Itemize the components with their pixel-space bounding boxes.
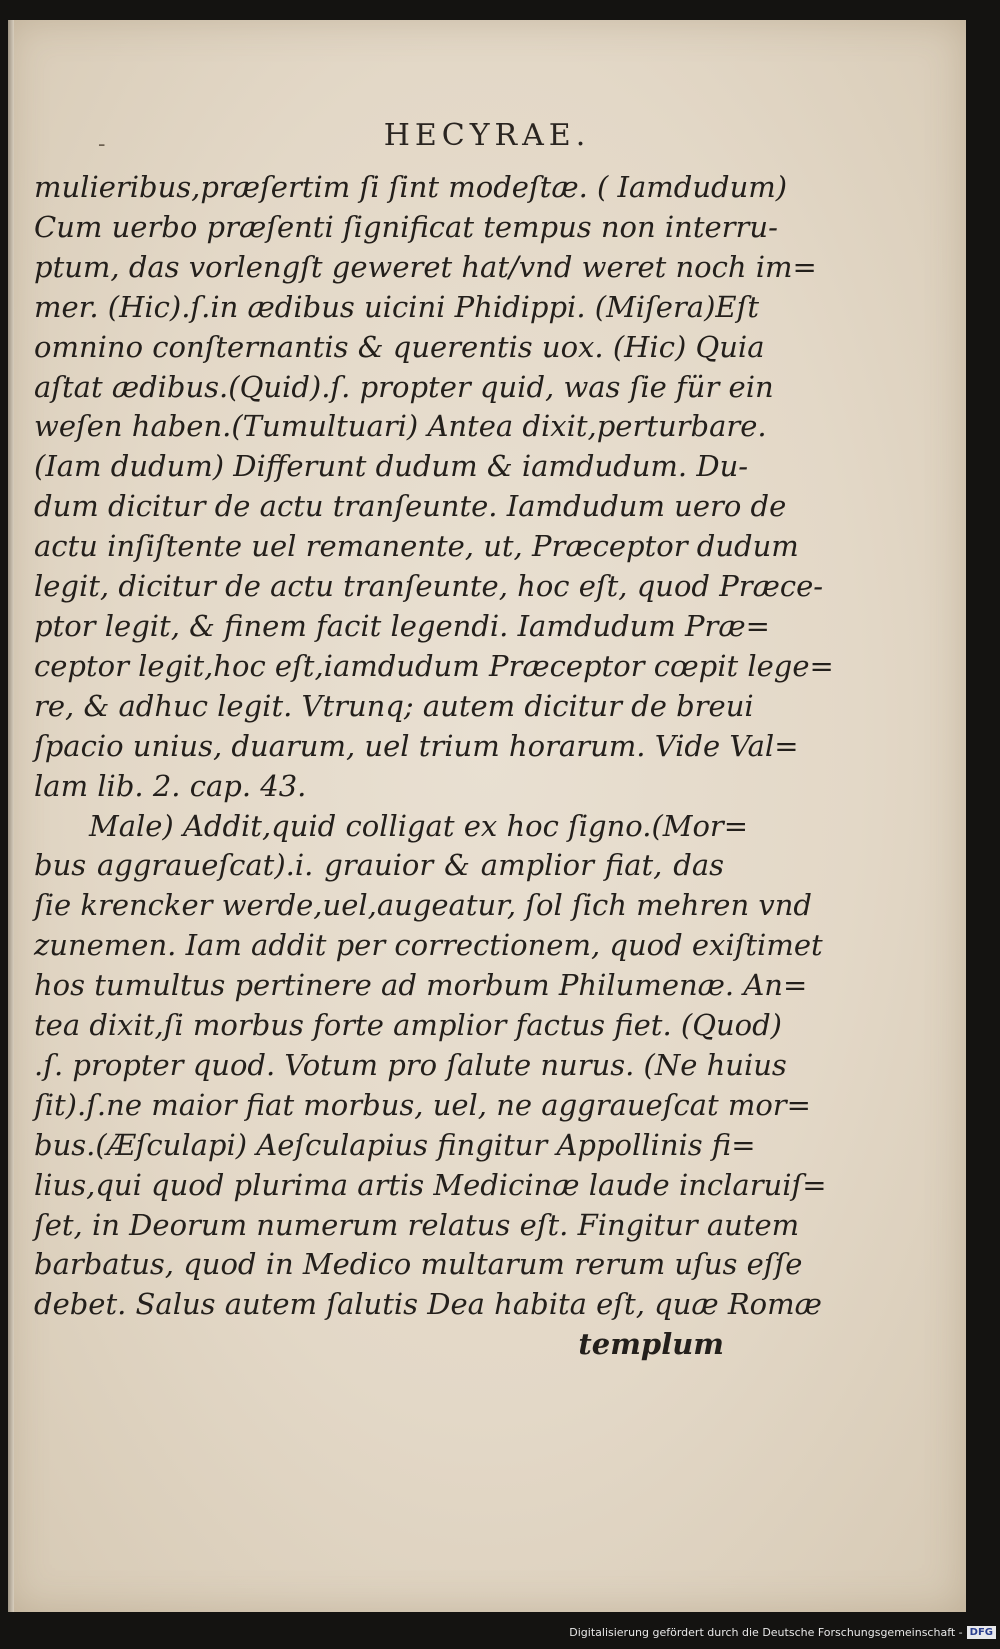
text-line: .ſ. propter quod. Votum pro ſalute nurus. (Ne huius (34, 1047, 787, 1082)
text-line: zunemen. Iam addit per correctionem, quod exiſtimet (34, 928, 823, 963)
page-gutter-edge (8, 20, 14, 1612)
text-line: mulieribus,præſertim ſi ſint modeſtæ. ( Iamdudum) (34, 170, 788, 204)
dfg-logo: DFG (967, 1626, 996, 1639)
text-line: lam lib. 2. cap. 43. (34, 768, 307, 803)
ink-mark: - (98, 132, 106, 157)
text-line: re, & adhuc legit. Vtrunq; autem dicitur de breui (34, 688, 754, 723)
text-line: ceptor legit,hoc eſt,iamdudum Præceptor cœpit lege= (34, 648, 834, 683)
text-line: weſen haben.(Tumultuari) Antea dixit,perturbare. (34, 409, 767, 444)
text-line: bus.(Æſculapi) Aeſculapius fingitur Appollinis fi= (34, 1127, 756, 1162)
book-page (8, 20, 966, 1612)
text-line: omnino conſternantis & querentis uox. (Hic) Quia (34, 329, 765, 364)
body-text (34, 168, 834, 1365)
text-line: (Iam dudum) Differunt dudum & iamdudum. Du- (34, 449, 749, 484)
text-line: legit, dicitur de actu tranſeunte, hoc eſt, quod Præce- (34, 569, 824, 604)
text-line: ſit).ſ.ne maior fiat morbus, uel, ne aggraueſcat mor= (34, 1087, 811, 1122)
text-line: ptor legit, & finem facit legendi. Iamdudum Præ= (34, 608, 770, 643)
text-line: barbatus, quod in Medico multarum rerum uſus eſſe (34, 1247, 803, 1282)
running-title: HECYRAE. (383, 118, 591, 153)
text-line: dum dicitur de actu tranſeunte. Iamdudum uero de (34, 489, 787, 524)
footer-credit (569, 1622, 996, 1642)
text-line: lius,qui quod plurima artis Medicinæ laude inclaruiſ= (34, 1167, 827, 1202)
text-line: debet. Salus autem ſalutis Dea habita eſt, quæ Romæ (34, 1287, 822, 1322)
text-line: ſpacio unius, duarum, uel trium horarum. Vide Val= (34, 728, 799, 763)
text-line: aſtat ædibus.(Quid).ſ. propter quid, was ſie für ein (34, 369, 774, 404)
text-line: actu inſiſtente uel remanente, ut, Præceptor dudum (34, 529, 799, 564)
text-line: templum (578, 1327, 724, 1362)
text-line: bus aggraueſcat).i. grauior & amplior fiat, das (34, 848, 724, 883)
text-line: mer. (Hic).ſ.in ædibus uicini Phidippi. (Miſera)Eſt (34, 289, 759, 324)
text-line: Male) Addit,quid colligat ex hoc ſigno.(Mor= (89, 808, 749, 843)
text-line: Cum uerbo præſenti ſignificat tempus non interru- (34, 209, 778, 244)
text-line: tea dixit,ſi morbus forte amplior factus fiet. (Quod) (34, 1008, 782, 1043)
text-line: ſet, in Deorum numerum relatus eſt. Fingitur autem (34, 1207, 800, 1242)
text-line: ſie krencker werde,uel,augeatur, ſol ſich mehren vnd (34, 888, 812, 923)
text-line: hos tumultus pertinere ad morbum Philumenæ. An= (34, 968, 808, 1003)
footer-credit-text: Digitalisierung gefördert durch die Deutsche Forschungsgemeinschaft - (569, 1625, 963, 1639)
text-line: ptum, das vorlengſt geweret hat/vnd weret noch im= (34, 249, 817, 284)
